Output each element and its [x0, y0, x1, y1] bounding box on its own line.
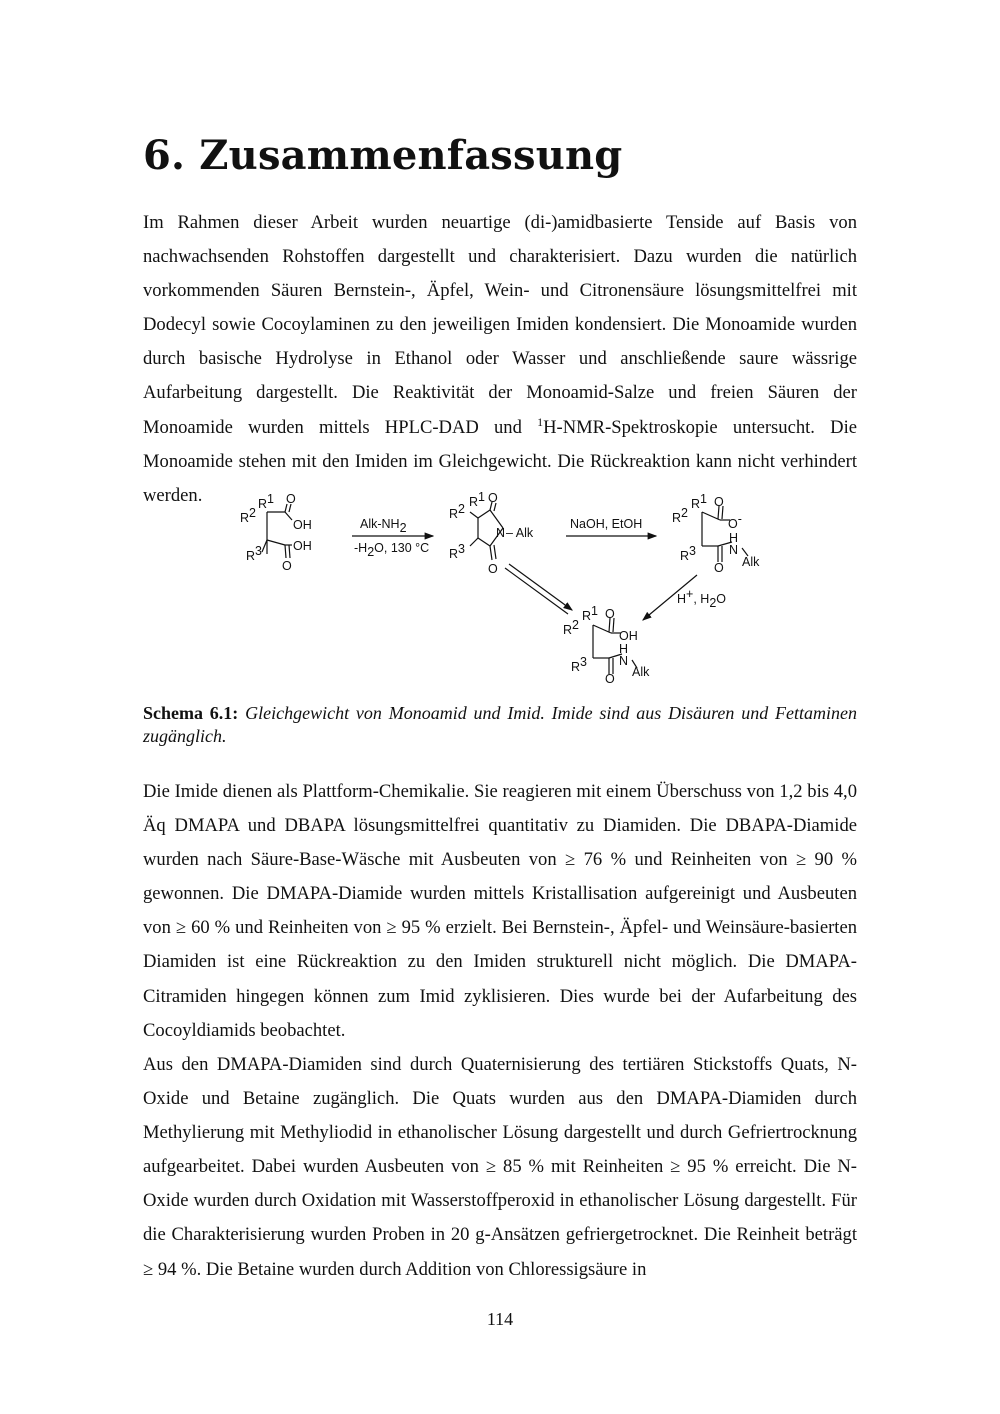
reaction-scheme: [0, 490, 1000, 695]
step1-conditions: -H2O, 130 °C: [354, 541, 430, 559]
label-r2: R2: [240, 506, 256, 525]
page-number: 114: [486, 1309, 514, 1329]
label-r2: R2: [449, 502, 465, 521]
paragraph-intro: [143, 206, 857, 513]
label-oh: OH: [293, 539, 312, 553]
label-r3: R3: [571, 655, 587, 674]
label-r1: R1: [691, 492, 707, 511]
label-alk: Alk: [742, 555, 760, 569]
step2-reagent: NaOH, EtOH: [570, 517, 643, 531]
step3-reagent: H+, H2O: [677, 587, 727, 610]
label-r1: R1: [582, 604, 598, 623]
label-o: O: [286, 492, 296, 506]
label-oh: OH: [619, 629, 638, 643]
arrow-equilibrium-b: [509, 564, 572, 610]
molecule-diacid: [262, 504, 292, 558]
label-alk: Alk: [632, 665, 650, 679]
label-o: O: [714, 495, 724, 509]
label-r1: R1: [469, 490, 485, 509]
label-h: H: [619, 642, 629, 656]
label-r2: R2: [563, 618, 579, 637]
nmr-superscript: 1: [537, 414, 544, 429]
scheme-caption: [143, 702, 857, 748]
label-o: O: [488, 491, 498, 505]
chapter-title: 6. Zusammenfassung: [143, 132, 623, 179]
paragraph-intro-text: Im Rahmen dieser Arbeit wurden neuartige (di-)amidbasierte Tenside auf Basis von nachwachsenden Rohstoffen dargestellt und charakterisiert. Dazu wurden die natürlich vorkommenden Säuren Bernstein-, Äpfel, Wein- und Citronensäure lösungsmittelfrei mit Dodecyl sowie Cocoylaminen zu den jeweiligen Imiden kondensiert. Die Monoamide wurden durch basische Hydrolyse in Ethanol oder Wasser und anschließende saure wässrige Aufarbeitung dargestellt. Die Reaktivität der Monoamid-Salze und freien Säuren der Monoamide wurden mittels HPLC-DAD und: [143, 212, 857, 438]
label-o: O: [605, 607, 615, 621]
label-oh: OH: [293, 518, 312, 532]
molecule-monoamide-acid: [593, 618, 637, 674]
step1-reagent: Alk-NH2: [360, 517, 407, 535]
paragraph-intro-text-end: H-NMR-Spektroskopie untersucht. Die Monoamide stehen mit den Imiden im Gleichgewicht. Die Rückreaktion kann nicht verhindert werden.: [143, 416, 857, 506]
arrow-equilibrium-a: [505, 568, 568, 614]
label-h: H: [729, 531, 739, 545]
label-r2: R2: [672, 506, 688, 525]
label-o: O: [488, 562, 498, 576]
label-n: N: [729, 543, 739, 557]
paragraph-imides: Die Imide dienen als Plattform-Chemikalie. Sie reagieren mit einem Überschuss von 1,2 bis 4,0 Äq DMAPA und DBAPA lösungsmittelfrei quantitativ zu Diamiden. Die DBAPA-Diamide wurden nach Säure-Base-Wäsche mit Ausbeuten von ≥ 76 % und Reinheiten von ≥ 90 % gewonnen. Die DMAPA-Diamide wurden mittels Kristallisation aufgereinigt und Ausbeuten von ≥ 60 % und Reinheiten von ≥ 95 % erzielt. Bei Bernstein-, Äpfel- und Weinsäure-basierten Diamiden ist eine Rückreaktion zu den Imiden strukturell nicht möglich. Die DMAPA-Citramiden hingegen können zum Imid zyklisieren. Dies wurde bei der Aufarbeitung des Cocoyldiamids beobachtet.: [143, 781, 857, 1041]
label-n: N: [496, 526, 506, 540]
label-r3: R3: [246, 544, 262, 563]
label-o: O: [714, 561, 724, 575]
label-o: O: [282, 559, 292, 573]
label-o-minus: O-: [728, 512, 742, 531]
label-alk: – Alk: [506, 526, 534, 540]
paragraph-quats: Aus den DMAPA-Diamiden sind durch Quaternisierung des tertiären Stickstoffs Quats, N-Oxide und Betaine zugänglich. Die Quats wurden aus den DMAPA-Diamiden durch Methylierung mit Methyliodid in ethanolischer Lösung dargestellt und durch Gefriertrocknung aufgearbeitet. Dabei wurden Ausbeuten von ≥ 85 % mit Reinheiten ≥ 95 % erreicht. Die N-Oxide wurden durch Oxidation mit Wasserstoffperoxid in ethanolischer Lösung dargestellt. Für die Charakterisierung wurden Proben in 20 g-Ansätzen gefriergetrocknet. Die Reinheit beträgt ≥ 94 %. Die Betaine wurden durch Addition von Chloressigsäure in: [143, 1054, 857, 1280]
caption-label: Schema 6.1:: [143, 703, 239, 723]
caption-text: Gleichgewicht von Monoamid und Imid. Imide sind aus Disäuren und Fettaminen zugänglich.: [143, 703, 857, 746]
label-r1: R1: [258, 492, 274, 511]
label-n: N: [619, 654, 629, 668]
label-r3: R3: [449, 542, 465, 561]
label-o: O: [605, 672, 615, 686]
label-r3: R3: [680, 544, 696, 563]
